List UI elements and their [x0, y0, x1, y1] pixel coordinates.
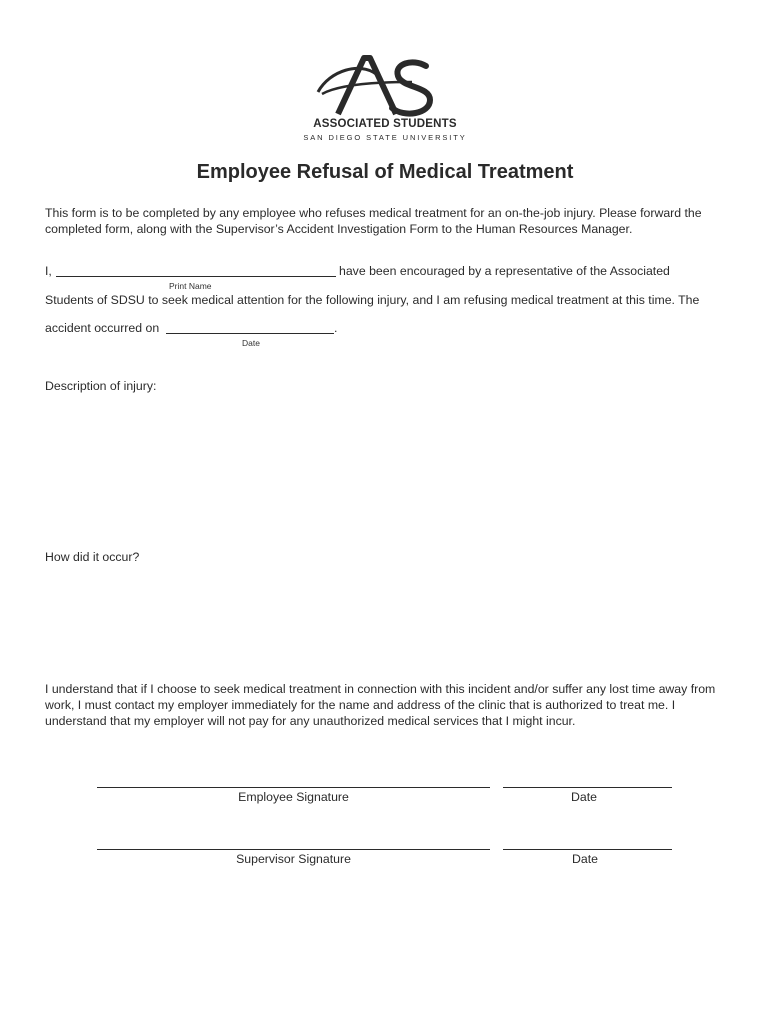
accident-date-line[interactable]: [166, 333, 334, 334]
print-name-caption: Print Name: [169, 281, 212, 291]
employee-signature-line[interactable]: [97, 787, 490, 788]
supervisor-date-line[interactable]: [503, 849, 672, 850]
org-name: ASSOCIATED STUDENTS: [313, 118, 457, 130]
how-label: How did it occur?: [45, 550, 140, 564]
understanding-paragraph: I understand that if I choose to seek medical treatment in connection with this incident and/or suffer any lost time away from work, I must contact my employer immediately for the name and address of the clinic that is authorized to treat me. I understand that my employer will not pay for any unauthorized medical services that I might incur.: [45, 682, 716, 728]
org-subtitle: SAN DIEGO STATE UNIVERSITY: [303, 133, 467, 142]
print-name-line[interactable]: [56, 276, 336, 277]
statement-prefix: I,: [45, 264, 52, 278]
description-label: Description of injury:: [45, 379, 157, 393]
accident-prefix: accident occurred on: [45, 321, 160, 335]
intro-paragraph: This form is to be completed by any employee who refuses medical treatment for an on-the-job injury. Please forward the completed form, along with the Supervisor’s Accident Investigation Form to the Human Resources Manager.: [45, 206, 702, 236]
form-title: Employee Refusal of Medical Treatment: [196, 161, 574, 183]
supervisor-signature-line[interactable]: [97, 849, 490, 850]
employee-signature-label: Employee Signature: [238, 790, 349, 804]
associated-students-logo: [300, 52, 470, 144]
statement-line-2: Students of SDSU to seek medical attention for the following injury, and I am refusing medical treatment at this time. The: [45, 293, 700, 307]
statement-after-name: have been encouraged by a representative of the Associated: [339, 264, 670, 278]
supervisor-date-label: Date: [572, 852, 598, 866]
accident-suffix: .: [334, 321, 338, 335]
supervisor-signature-label: Supervisor Signature: [236, 852, 351, 866]
employee-date-line[interactable]: [503, 787, 672, 788]
employee-date-label: Date: [571, 790, 597, 804]
date-caption: Date: [242, 338, 260, 348]
